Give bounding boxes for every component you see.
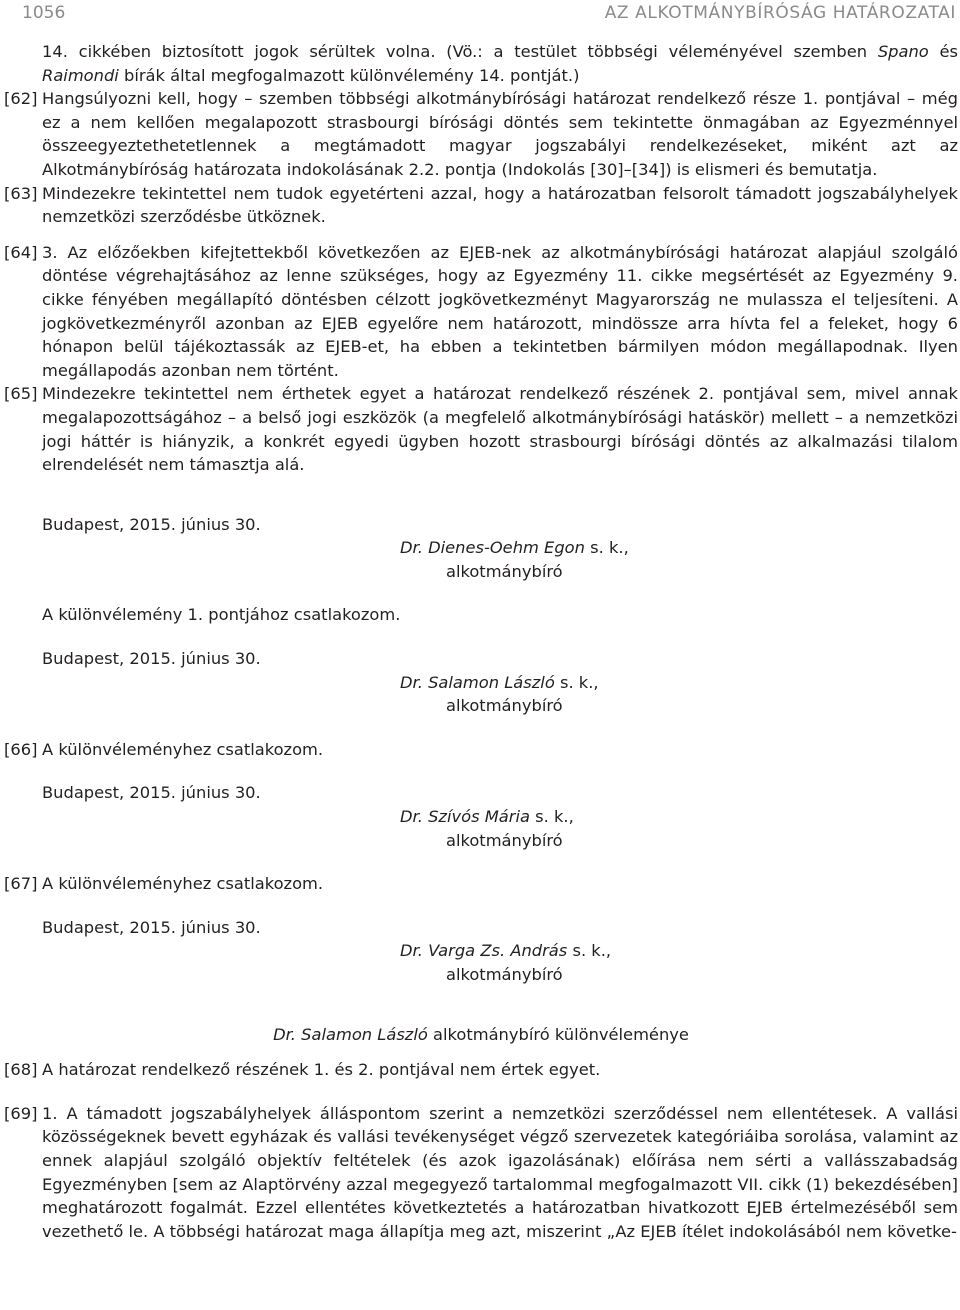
- signature-date: Budapest, 2015. június 30.: [42, 783, 261, 803]
- signatory-role: alkotmánybíró: [446, 965, 563, 984]
- paragraph-65: [4, 382, 958, 476]
- signature-block: Dr. Salamon László s. k., alkotmánybíró: [4, 671, 958, 718]
- paragraph-text: 1. A támadott jogszabályhelyek álláspontom szerint a nemzetközi szerződéssel nem ellentétesek. A vallási közösségeknek bevett egyházak és vallási tevékenységet végző szervezetek kategóriáiba sorolása, valamint az ennek alapjául szolgáló objektív feltételek (és azok igazolásának) előírása nem sérti a vallásszabadság Egyezményben [sem az Alaptörvény azzal megegyező tartalommal megfogalmazott VII. cikk (1) bekezdésében] meghatározott fogalmát. Ezzel ellentétes következtetés a határozatban hivatkozott EJEB értelmezéséből sem vezethető le. A többségi határozat maga állapítja meg azt, miszerint „Az EJEB ítélet indokolásából nem követke-: [42, 1103, 958, 1241]
- paragraph-text: A határozat rendelkező részének 1. és 2. pontjával nem értek egyet.: [42, 1060, 601, 1080]
- paragraph-number: [63]: [4, 183, 38, 203]
- paragraph-text: 3. Az előzőekben kifejtettekből következően az EJEB-nek az alkotmánybírósági határozat alapjául szolgáló döntése végrehajtásához az lenne szükséges, hogy az Egyezmény 11. cikke megsértését az Egyezmény 9. cikke fényében megállapító döntésben célzott jogkövetkezményt Magyarország ne mulassza el teljesíteni. A jogkövetkezményről azonban az EJEB egyelőre nem határozott, mindössze arra hívta fel a feleket, hogy 6 hónapon belül tájékoztassák az EJEB-et, ha ebben a tekintetben bármilyen módon megállapodnak. Ilyen megállapodás azonban nem történt.: [42, 242, 958, 380]
- paragraph-number: [69]: [4, 1103, 38, 1123]
- paragraph-number: [62]: [4, 89, 38, 109]
- signature-date: Budapest, 2015. június 30.: [42, 649, 261, 669]
- paragraph-text: A különvéleményhez csatlakozom.: [42, 874, 324, 894]
- signatory-name: Dr. Salamon László: [400, 672, 555, 692]
- paragraph-number: [67]: [4, 874, 38, 894]
- paragraph-62: [4, 87, 958, 181]
- signature-date: Budapest, 2015. június 30.: [42, 514, 261, 534]
- judge-name-raimondi: Raimondi: [42, 65, 119, 85]
- signatory-name: Dr. Dienes-Oehm Egon: [400, 538, 585, 558]
- paragraph-number: [65]: [4, 384, 38, 404]
- paragraph-66: [4, 738, 958, 762]
- signature-date: Budapest, 2015. június 30.: [42, 917, 261, 937]
- publication-title: AZ ALKOTMÁNYBÍRÓSÁG HATÁROZATAI: [604, 3, 956, 23]
- signatory-role: alkotmánybíró: [446, 696, 563, 716]
- paragraph-67: [4, 872, 958, 896]
- signatory-name: Dr. Varga Zs. András: [400, 941, 568, 961]
- paragraph-69: [4, 1102, 958, 1244]
- document-body: [4, 40, 958, 1243]
- dissent-author: Dr. Salamon László: [273, 1024, 428, 1044]
- paragraph-text: Mindezekre tekintettel nem érthetek egyet a határozat rendelkező részének 2. pontjával sem, mivel annak megalapozottságához – a belső jogi eszközök (a megfelelő alkotmánybírósági hatáskör) mellett – a nemzetközi jogi háttér is hiányzik, a konkrét egyedi ügyben hozott strasbourgi bírósági döntés az alkalmazási tilalom elrendelését nem támasztja alá.: [42, 384, 958, 475]
- judge-name-spano: Spano: [877, 42, 929, 61]
- signature-block: Dr. Szívós Mária s. k., alkotmánybíró: [4, 805, 958, 852]
- page-number: 1056: [22, 3, 66, 23]
- paragraph-text: A különvéleményhez csatlakozom.: [42, 739, 324, 759]
- paragraph-number: [66]: [4, 739, 38, 759]
- signatory-name: Dr. Szívós Mária: [400, 807, 530, 827]
- dissent-title: Dr. Salamon László alkotmánybíró különvéleménye: [273, 1024, 689, 1044]
- continuation-paragraph: 14. cikkében biztosított jogok sérültek volna. (Vö.: a testület többségi véleményével szemben Spano és Raimondi bírák által megfogalmazott különvélemény 14. pontját.): [42, 42, 958, 85]
- paragraph-text: Hangsúlyozni kell, hogy – szemben többségi alkotmánybírósági határozat rendelkező része 1. pontjával – még ez a nem kellően megalapozott strasbourgi bírósági döntés sem tekintette önmagában az Egyezménnyel összeegyeztethetetlennek a megtámadott magyar jogszabályi rendelkezéseket, miként azt az Alkotmánybíróság határozata indokolásának 2.2. pontja (Indokolás [30]–[34]) is elismeri és bemutatja.: [42, 89, 958, 179]
- join-statement: A különvélemény 1. pontjához csatlakozom.: [42, 605, 401, 625]
- paragraph-number: [64]: [4, 242, 38, 262]
- signatory-role: alkotmánybíró: [446, 561, 563, 581]
- signatory-role: alkotmánybíró: [446, 830, 563, 850]
- paragraph-text: Mindezekre tekintettel nem tudok egyetérteni azzal, hogy a határozatban felsorolt támadott jogszabályhelyek nemzetközi szerződésbe ütköznek.: [42, 183, 958, 227]
- paragraph-number: [68]: [4, 1060, 38, 1080]
- paragraph-63: [4, 182, 958, 229]
- signature-block: Dr. Varga Zs. András s. k., alkotmánybíró: [4, 939, 958, 986]
- running-header: [0, 0, 960, 27]
- signature-block: Dr. Dienes-Oehm Egon s. k., alkotmánybíró: [4, 536, 958, 583]
- paragraph-64: [4, 241, 958, 383]
- paragraph-68: [4, 1058, 958, 1082]
